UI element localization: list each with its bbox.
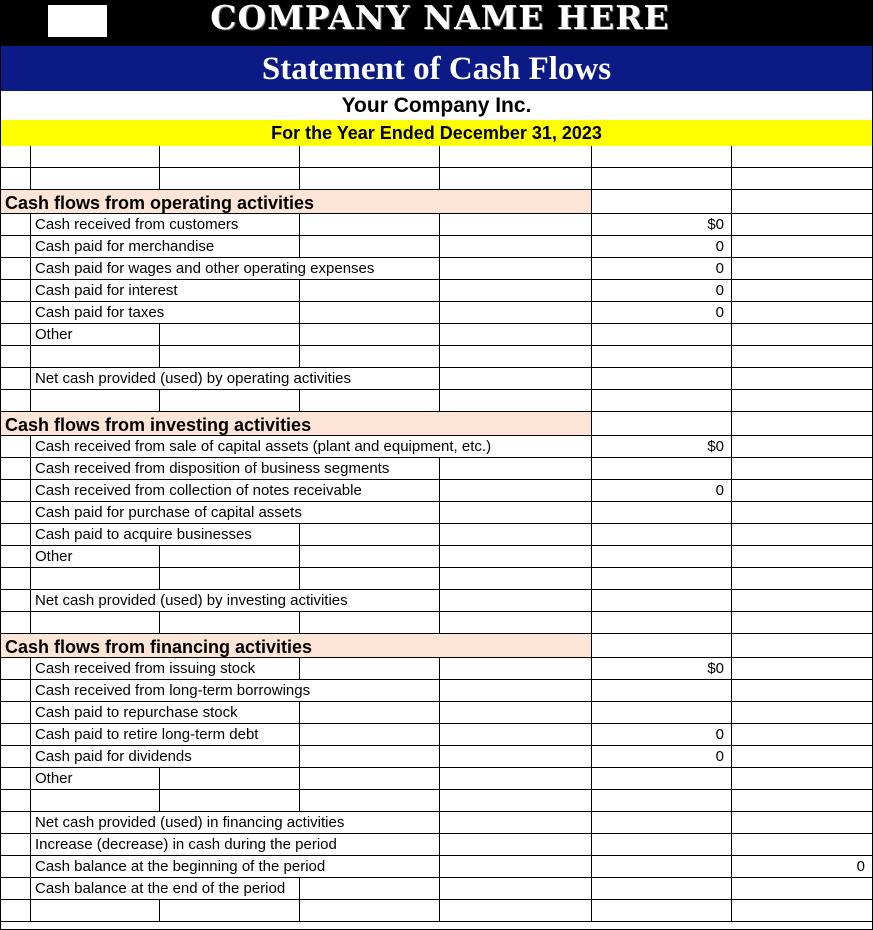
grid-cell[interactable] xyxy=(440,546,592,568)
grid-cell[interactable] xyxy=(592,812,732,834)
grid-cell[interactable] xyxy=(0,768,31,790)
grid-cell[interactable] xyxy=(592,634,732,658)
grid-cell[interactable] xyxy=(440,568,592,590)
grid-cell[interactable] xyxy=(0,834,31,856)
line-item-value[interactable]: 0 xyxy=(856,858,865,875)
grid-cell[interactable] xyxy=(0,458,31,480)
grid-cell[interactable] xyxy=(440,168,592,190)
line-item-label: Cash paid for wages and other operating expenses xyxy=(35,260,375,277)
grid-cell[interactable] xyxy=(440,214,592,236)
line-item-label: Cash received from issuing stock xyxy=(35,660,256,677)
grid-cell[interactable] xyxy=(160,546,300,568)
grid-cell[interactable] xyxy=(592,190,732,214)
grid-cell[interactable] xyxy=(0,324,31,346)
grid-cell[interactable] xyxy=(300,768,440,790)
line-item-value[interactable] xyxy=(592,768,732,790)
grid-cell[interactable] xyxy=(592,568,732,590)
grid-cell[interactable] xyxy=(300,790,440,812)
table-row xyxy=(0,724,873,746)
table-row xyxy=(0,236,873,258)
grid-cell[interactable] xyxy=(300,702,440,724)
grid-cell[interactable] xyxy=(440,746,592,768)
grid-cell[interactable] xyxy=(592,790,732,812)
line-item-label: Cash paid to retire long-term debt xyxy=(35,726,259,743)
grid-cell[interactable] xyxy=(440,390,592,412)
grid-cell[interactable] xyxy=(440,590,592,612)
statement-title[interactable]: Statement of Cash Flows xyxy=(261,51,612,87)
grid-cell[interactable] xyxy=(0,146,31,168)
grid-cell[interactable] xyxy=(0,680,31,702)
line-item-value[interactable] xyxy=(592,524,732,546)
grid-cell[interactable] xyxy=(592,390,732,412)
grid-cell[interactable] xyxy=(732,724,873,746)
section-heading: Cash flows from operating activities xyxy=(5,193,315,213)
grid-cell[interactable] xyxy=(732,324,873,346)
grid-cell[interactable] xyxy=(440,790,592,812)
grid-cell[interactable] xyxy=(300,900,440,922)
table-row xyxy=(0,502,873,524)
table-row xyxy=(0,546,873,568)
grid-cell[interactable] xyxy=(0,236,31,258)
grid-cell[interactable] xyxy=(440,458,592,480)
grid-cell[interactable] xyxy=(0,280,31,302)
grid-cell[interactable] xyxy=(732,768,873,790)
line-item-label: Cash received from disposition of business segments xyxy=(35,460,390,477)
line-item-label: Cash paid for taxes xyxy=(35,304,165,321)
table-row xyxy=(0,458,873,480)
grid-cell[interactable] xyxy=(592,834,732,856)
table-row xyxy=(0,346,873,368)
grid-cell[interactable] xyxy=(732,368,873,390)
grid-cell[interactable] xyxy=(732,612,873,634)
grid-cell[interactable] xyxy=(300,502,440,524)
grid-cell[interactable] xyxy=(732,568,873,590)
company-name[interactable]: COMPANY NAME HERE xyxy=(210,0,670,37)
section-heading: Cash flows from financing activities xyxy=(5,637,313,657)
grid-cell[interactable] xyxy=(592,878,732,900)
grid-cell[interactable] xyxy=(0,658,31,680)
grid-cell[interactable] xyxy=(440,524,592,546)
grid-cell[interactable] xyxy=(0,900,31,922)
grid-cell[interactable] xyxy=(440,724,592,746)
line-item-value[interactable] xyxy=(592,680,732,702)
line-item-value[interactable]: 0 xyxy=(715,726,724,743)
logo-placeholder[interactable] xyxy=(48,5,107,37)
grid-cell[interactable] xyxy=(440,502,592,524)
grid-cell[interactable] xyxy=(300,546,440,568)
grid-cell[interactable] xyxy=(440,258,592,280)
grid-cell[interactable] xyxy=(732,480,873,502)
grid-cell[interactable] xyxy=(300,168,440,190)
line-item-value[interactable] xyxy=(592,324,732,346)
grid-cell[interactable] xyxy=(440,768,592,790)
grid-cell[interactable] xyxy=(0,878,31,900)
table-row xyxy=(0,480,873,502)
line-item-label: Cash received from sale of capital assets (plant and equipment, etc.) xyxy=(35,438,492,455)
grid-cell[interactable] xyxy=(440,680,592,702)
grid-cell[interactable] xyxy=(440,146,592,168)
grid-cell[interactable] xyxy=(732,190,873,214)
grid-cell[interactable] xyxy=(732,524,873,546)
grid-cell[interactable] xyxy=(0,524,31,546)
table-row xyxy=(0,658,873,680)
grid-cell[interactable] xyxy=(31,900,160,922)
grid-cell[interactable] xyxy=(160,280,300,302)
grid-cell[interactable] xyxy=(440,878,592,900)
grid-cell[interactable] xyxy=(592,168,732,190)
grid-cell[interactable] xyxy=(0,346,31,368)
table-row xyxy=(0,524,873,546)
line-item-label: Cash received from collection of notes receivable xyxy=(35,482,362,499)
grid-cell[interactable] xyxy=(0,568,31,590)
grid-cell[interactable] xyxy=(592,146,732,168)
grid-cell[interactable] xyxy=(31,790,160,812)
line-item-value[interactable] xyxy=(592,546,732,568)
grid-cell[interactable] xyxy=(440,834,592,856)
line-item-label: Net cash provided (used) in financing activities xyxy=(35,814,345,831)
table-row xyxy=(0,612,873,634)
table-row xyxy=(0,878,873,900)
line-item-label: Cash paid for merchandise xyxy=(35,238,215,255)
grid-cell[interactable] xyxy=(31,568,160,590)
grid-cell[interactable] xyxy=(732,168,873,190)
grid-cell[interactable] xyxy=(592,346,732,368)
line-item-value[interactable]: $0 xyxy=(707,660,724,677)
grid-cell[interactable] xyxy=(0,724,31,746)
line-item-label: Cash paid to acquire businesses xyxy=(35,526,252,543)
table-row xyxy=(0,324,873,346)
grid-cell[interactable] xyxy=(160,900,300,922)
grid-cell[interactable] xyxy=(160,390,300,412)
table-row xyxy=(0,680,873,702)
grid-cell[interactable] xyxy=(0,790,31,812)
grid-cell[interactable] xyxy=(732,680,873,702)
grid-cell[interactable] xyxy=(0,368,31,390)
table-row xyxy=(0,368,873,390)
grid-cell[interactable] xyxy=(0,590,31,612)
grid-cell[interactable] xyxy=(440,658,592,680)
table-row xyxy=(0,812,873,834)
grid-cell[interactable] xyxy=(732,302,873,324)
table-row xyxy=(0,768,873,790)
grid-cell[interactable] xyxy=(300,346,440,368)
grid-cell[interactable] xyxy=(300,390,440,412)
grid-cell[interactable] xyxy=(592,612,732,634)
table-row xyxy=(0,702,873,724)
grid-cell[interactable] xyxy=(732,900,873,922)
grid-cell[interactable] xyxy=(300,724,440,746)
grid-cell[interactable] xyxy=(732,746,873,768)
grid-cell[interactable] xyxy=(300,878,440,900)
line-item-label: Cash paid for purchase of capital assets xyxy=(35,504,302,521)
line-item-value[interactable]: 0 xyxy=(715,482,724,499)
grid-cell[interactable] xyxy=(300,658,440,680)
line-item-value[interactable]: 0 xyxy=(715,304,724,321)
grid-cell[interactable] xyxy=(31,346,160,368)
grid-cell[interactable] xyxy=(0,546,31,568)
line-item-value[interactable] xyxy=(592,458,732,480)
grid-cell[interactable] xyxy=(592,590,732,612)
grid-cell[interactable] xyxy=(0,390,31,412)
grid-cell[interactable] xyxy=(440,900,592,922)
table-row xyxy=(0,834,873,856)
grid-cell[interactable] xyxy=(300,568,440,590)
grid-cell[interactable] xyxy=(440,302,592,324)
line-item-value[interactable]: $0 xyxy=(707,216,724,233)
grid-cell[interactable] xyxy=(0,480,31,502)
section-header-row xyxy=(0,190,873,214)
grid-cell[interactable] xyxy=(440,856,592,878)
grid-cell[interactable] xyxy=(732,214,873,236)
line-item-label: Net cash provided (used) by investing activities xyxy=(35,592,348,609)
grid-cell[interactable] xyxy=(732,458,873,480)
grid-cell[interactable] xyxy=(440,324,592,346)
grid-cell[interactable] xyxy=(0,214,31,236)
grid-cell[interactable] xyxy=(31,612,160,634)
grid-cell[interactable] xyxy=(592,856,732,878)
grid-cell[interactable] xyxy=(300,214,440,236)
grid-cell[interactable] xyxy=(300,236,440,258)
period-text[interactable]: For the Year Ended December 31, 2023 xyxy=(271,123,602,143)
grid-cell[interactable] xyxy=(160,146,300,168)
line-item-value[interactable]: 0 xyxy=(715,748,724,765)
grid-cell[interactable] xyxy=(31,168,160,190)
section-heading: Cash flows from investing activities xyxy=(5,415,312,435)
grid-cell[interactable] xyxy=(300,612,440,634)
grid-cell[interactable] xyxy=(300,302,440,324)
line-item-label: Cash paid for dividends xyxy=(35,748,192,765)
grid-cell[interactable] xyxy=(592,900,732,922)
grid-cell[interactable] xyxy=(440,812,592,834)
grid-cell[interactable] xyxy=(732,390,873,412)
table-row xyxy=(0,436,873,458)
grid-cell[interactable] xyxy=(160,768,300,790)
line-item-value[interactable]: $0 xyxy=(707,438,724,455)
line-item-label: Cash paid for interest xyxy=(35,282,178,299)
grid-cell[interactable] xyxy=(440,236,592,258)
grid-cell[interactable] xyxy=(160,324,300,346)
grid-cell[interactable] xyxy=(300,146,440,168)
grid-cell[interactable] xyxy=(0,436,31,458)
line-item-label: Cash received from long-term borrowings xyxy=(35,682,311,699)
grid-cell[interactable] xyxy=(160,346,300,368)
grid-cell[interactable] xyxy=(0,168,31,190)
grid-cell[interactable] xyxy=(31,390,160,412)
grid-cell[interactable] xyxy=(160,302,300,324)
line-item-label: Other xyxy=(35,770,73,787)
table-row xyxy=(0,390,873,412)
line-item-label: Other xyxy=(35,326,73,343)
line-item-label: Net cash provided (used) by operating activities xyxy=(35,370,351,387)
grid-cell[interactable] xyxy=(300,280,440,302)
table-row xyxy=(0,168,873,190)
grid-cell[interactable] xyxy=(732,146,873,168)
grid-cell[interactable] xyxy=(31,146,160,168)
table-row xyxy=(0,790,873,812)
grid-cell[interactable] xyxy=(0,612,31,634)
grid-cell[interactable] xyxy=(732,812,873,834)
grid-cell[interactable] xyxy=(732,658,873,680)
grid-cell[interactable] xyxy=(592,412,732,436)
grid-cell[interactable] xyxy=(0,702,31,724)
table-row xyxy=(0,746,873,768)
grid-cell[interactable] xyxy=(732,878,873,900)
grid-cell[interactable] xyxy=(732,280,873,302)
grid-cell[interactable] xyxy=(732,258,873,280)
grid-cell[interactable] xyxy=(0,746,31,768)
grid-cell[interactable] xyxy=(732,346,873,368)
grid-cell[interactable] xyxy=(0,502,31,524)
table-row xyxy=(0,146,873,168)
grid-cell[interactable] xyxy=(160,568,300,590)
grid-cell[interactable] xyxy=(0,856,31,878)
grid-cell[interactable] xyxy=(732,590,873,612)
grid-cell[interactable] xyxy=(440,612,592,634)
grid-cell[interactable] xyxy=(0,258,31,280)
table-row xyxy=(0,568,873,590)
grid-cell[interactable] xyxy=(732,436,873,458)
section-header-row xyxy=(0,412,873,436)
grid-cell[interactable] xyxy=(0,302,31,324)
table-row xyxy=(0,900,873,922)
table-row xyxy=(0,590,873,612)
line-item-label: Cash paid to repurchase stock xyxy=(35,704,238,721)
table-row xyxy=(0,280,873,302)
grid-cell[interactable] xyxy=(732,634,873,658)
grid-cell[interactable] xyxy=(732,702,873,724)
grid-cell[interactable] xyxy=(300,746,440,768)
grid-cell[interactable] xyxy=(440,346,592,368)
table-row xyxy=(0,856,873,878)
grid-cell[interactable] xyxy=(300,324,440,346)
table-row xyxy=(0,214,873,236)
grid-cell[interactable] xyxy=(160,612,300,634)
grid-cell[interactable] xyxy=(732,412,873,436)
grid-cell[interactable] xyxy=(732,790,873,812)
grid-cell[interactable] xyxy=(0,812,31,834)
line-item-value[interactable] xyxy=(592,502,732,524)
line-item-label: Cash balance at the beginning of the period xyxy=(35,858,326,875)
grid-cell[interactable] xyxy=(732,236,873,258)
line-item-value[interactable]: 0 xyxy=(715,238,724,255)
grid-cell[interactable] xyxy=(440,280,592,302)
line-item-value[interactable]: 0 xyxy=(715,260,724,277)
table-row xyxy=(0,302,873,324)
grid-cell[interactable] xyxy=(592,368,732,390)
line-item-label: Other xyxy=(35,548,73,565)
grid-cell[interactable] xyxy=(300,680,440,702)
line-item-label: Cash received from customers xyxy=(35,216,239,233)
table-row xyxy=(0,258,873,280)
grid-cell[interactable] xyxy=(732,546,873,568)
line-item-label: Increase (decrease) in cash during the period xyxy=(35,836,337,853)
grid-cell[interactable] xyxy=(732,834,873,856)
grid-cell[interactable] xyxy=(440,702,592,724)
grid-cell[interactable] xyxy=(440,368,592,390)
grid-cell[interactable] xyxy=(732,502,873,524)
section-header-row xyxy=(0,634,873,658)
company-subtitle[interactable]: Your Company Inc. xyxy=(341,94,532,117)
line-item-value[interactable] xyxy=(592,702,732,724)
grid-cell[interactable] xyxy=(440,480,592,502)
grid-cell[interactable] xyxy=(300,524,440,546)
line-item-value[interactable]: 0 xyxy=(715,282,724,299)
line-item-label: Cash balance at the end of the period xyxy=(35,880,286,897)
grid-cell[interactable] xyxy=(160,790,300,812)
grid-cell[interactable] xyxy=(160,168,300,190)
